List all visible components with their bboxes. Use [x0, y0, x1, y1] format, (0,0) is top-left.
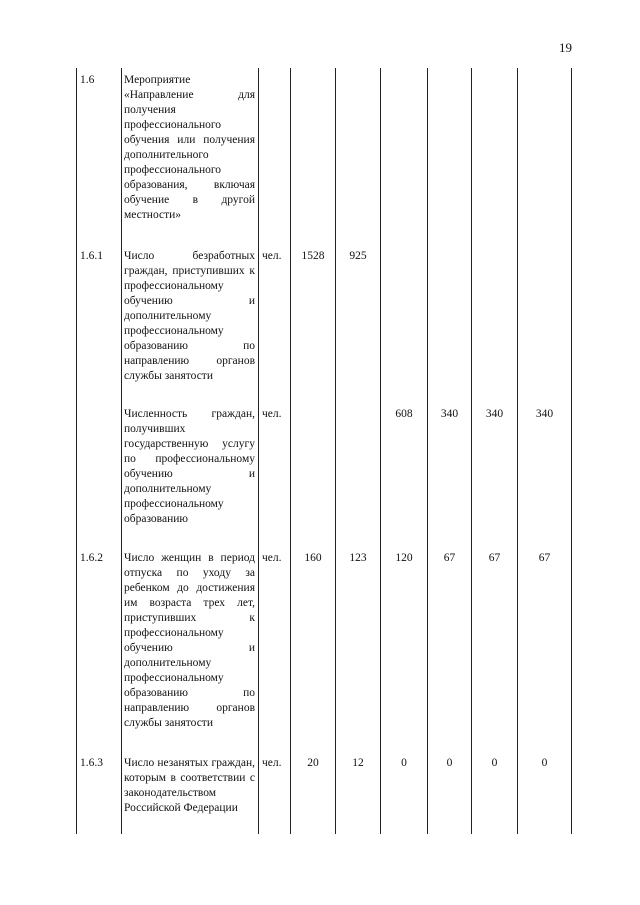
value-cell: 1528 — [301, 250, 325, 262]
row-description: Мероприятие «Направление для получения профессионального обучения или получения дополнительного профессионального образования, включая обучение в другой местности» — [124, 74, 255, 221]
value-cell: 608 — [395, 408, 413, 420]
value-cell: 925 — [349, 250, 367, 262]
value-cell: 0 — [401, 757, 407, 769]
unit-cell: чел. — [262, 757, 282, 769]
row-number: 1.6 — [80, 74, 95, 86]
value-cell: 120 — [395, 552, 413, 564]
unit-cell: чел. — [262, 408, 282, 420]
row-description: Численность граждан, получивших государственную услугу по профессиональному обучению и дополнительному профессиональному образованию — [124, 408, 255, 525]
column-rule — [471, 68, 472, 834]
value-cell: 67 — [538, 552, 551, 564]
value-cell: 340 — [485, 408, 504, 420]
column-rule — [335, 68, 336, 834]
row-number: 1.6.2 — [80, 552, 103, 564]
value-cell: 67 — [488, 552, 501, 564]
page-number: 19 — [559, 40, 572, 55]
row-description: Число безработных граждан, приступивших к профессиональному обучению и дополнительному профессиональному образованию по направлению органов службы занятости — [124, 250, 255, 382]
column-rule — [121, 68, 122, 834]
value-cell: 0 — [491, 757, 498, 769]
column-rule — [76, 68, 77, 834]
column-rule — [571, 68, 572, 834]
value-cell: 20 — [307, 757, 319, 769]
column-rule — [380, 68, 381, 834]
column-rule — [517, 68, 518, 834]
value-cell: 340 — [440, 408, 459, 420]
value-cell: 12 — [352, 757, 364, 769]
unit-cell: чел. — [262, 552, 282, 564]
unit-cell: чел. — [262, 250, 282, 262]
row-number: 1.6.1 — [80, 250, 103, 262]
row-description: Число незанятых граждан, которым в соответствии с законодательством Российской Федерации — [124, 757, 255, 814]
column-rule — [427, 68, 428, 834]
value-cell: 160 — [304, 552, 322, 564]
column-rule — [258, 68, 259, 834]
value-cell: 67 — [443, 552, 456, 564]
column-rule — [290, 68, 291, 834]
value-cell: 123 — [349, 552, 367, 564]
value-cell: 340 — [535, 408, 554, 420]
value-cell: 0 — [541, 757, 548, 769]
value-cell: 0 — [446, 757, 453, 769]
row-number: 1.6.3 — [80, 757, 103, 769]
row-description: Число женщин в период отпуска по уходу за ребенком до достижения им возраста трех лет, приступивших к профессиональному обучению и дополнительному профессиональному образованию по направлению органов службы занятости — [124, 552, 255, 729]
